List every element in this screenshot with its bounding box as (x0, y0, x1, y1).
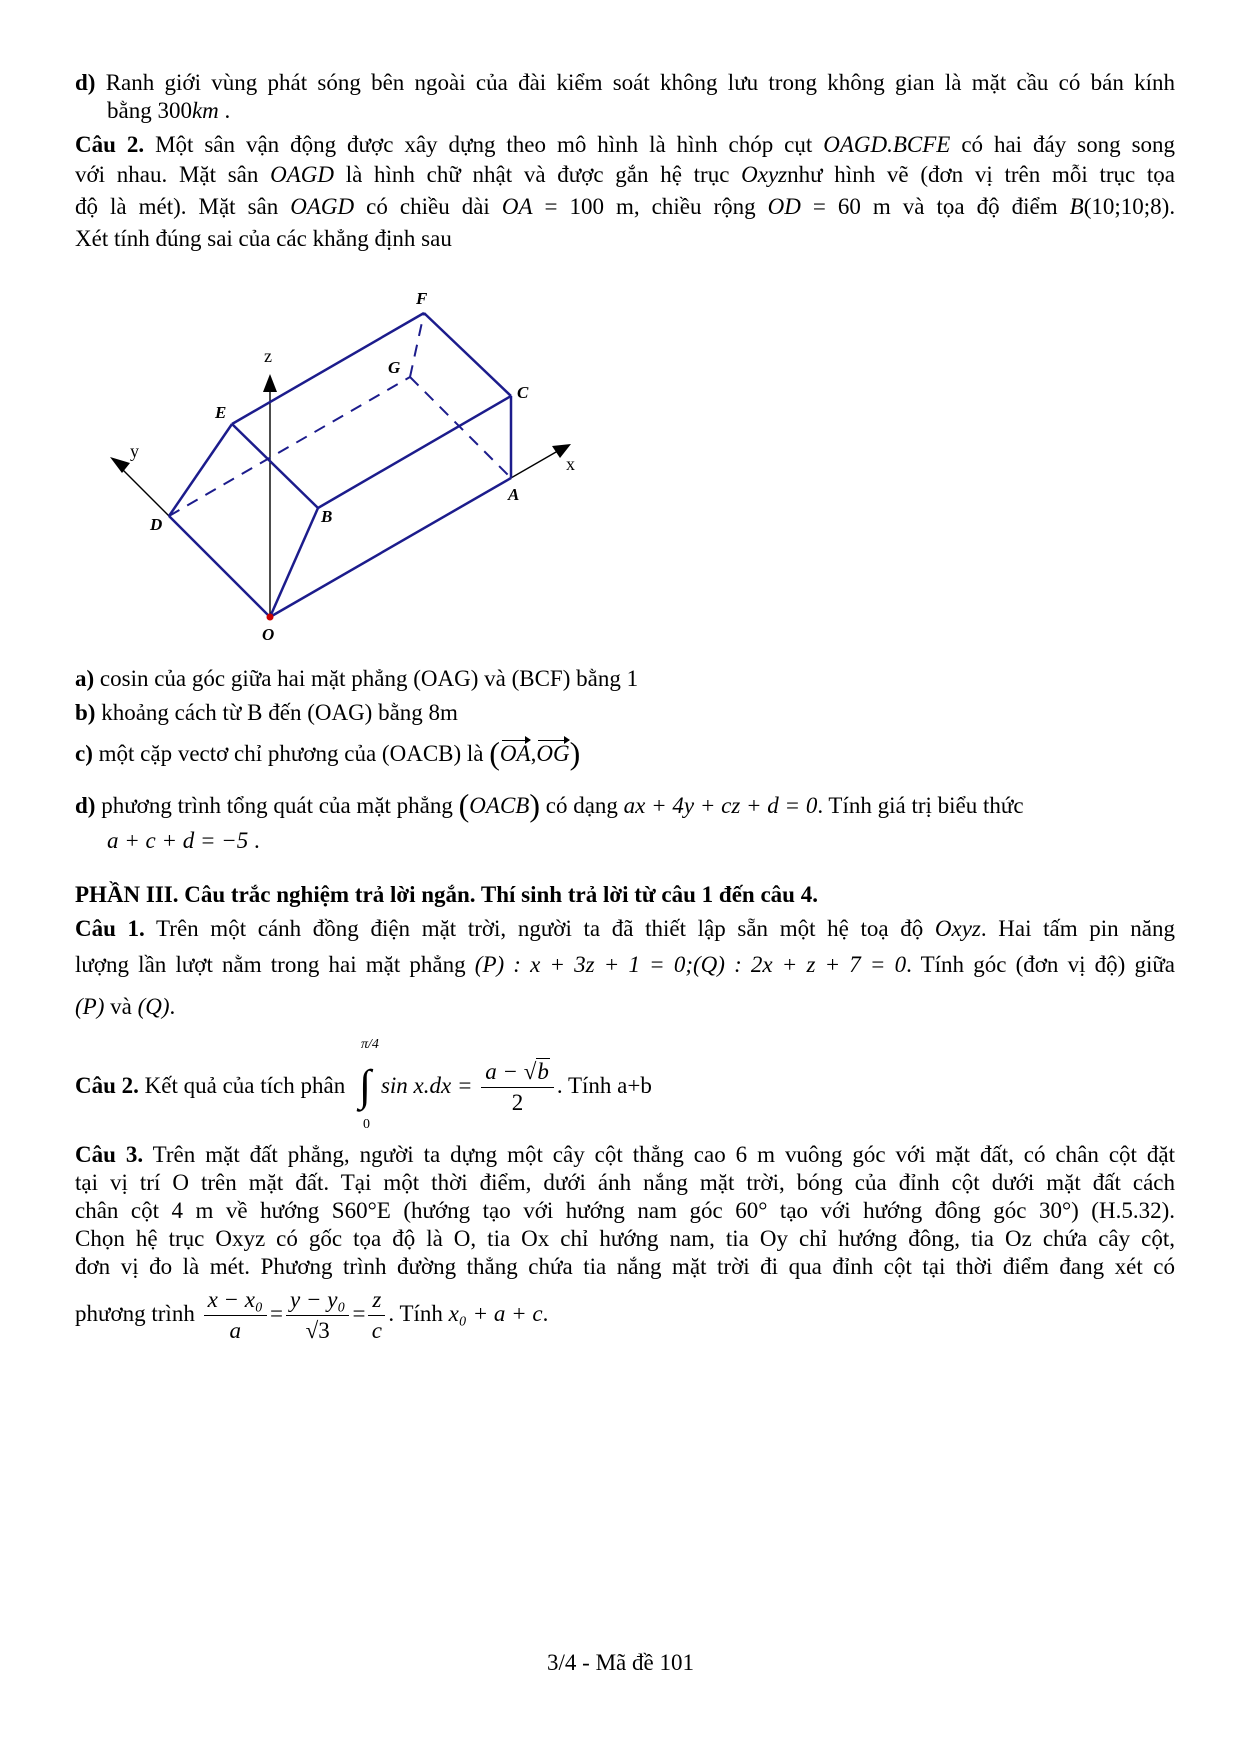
label-G: G (388, 358, 401, 377)
part3-cau3-line5: đơn vị đo là mét. Phương trình đường thẳng chứa tia nắng mặt trời đi qua đỉnh cột tại thời điểm đang xét có (75, 1254, 1175, 1279)
edge-GA-dashed (410, 377, 511, 478)
part3-cau1-line1: Câu 1. Trên một cánh đồng điện mặt trời, người ta đã thiết lập sẵn một hệ toạ độ Oxyz. Hai tấm pin năng (75, 916, 1176, 941)
cau2-line1: Câu 2. Một sân vận động được xây dựng theo mô hình là hình chóp cụt OAGD.BCFE có hai đáy song song (75, 132, 1176, 157)
label-A: A (508, 485, 520, 504)
statement-d-line2: a + c + d = −5 . (107, 828, 260, 853)
stadium-frustum-figure (100, 285, 620, 655)
statement-b: b) khoảng cách từ B đến (OAG) bằng 8m (75, 700, 458, 725)
cau2-line4: Xét tính đúng sai của các khẳng định sau (75, 226, 452, 251)
statement-d-line1: d) phương trình tổng quát của mặt phẳng (OACB) có dạng ax + 4y + cz + d = 0. Tính giá trị biểu thức (75, 787, 1024, 823)
part3-title: PHẦN III. Câu trắc nghiệm trả lời ngắn. Thí sinh trả lời từ câu 1 đến câu 4. (75, 882, 818, 907)
label-E: E (215, 403, 227, 422)
edge-OA (270, 478, 511, 617)
part3-cau2: Câu 2. Kết quả của tích phân π/4 ∫ 0 sin x.dx = $\frac{a - √b}{2}$ . Tính a+b (75, 1036, 652, 1132)
edge-DE (169, 424, 232, 516)
edge-OD (169, 516, 270, 617)
arrow-z-icon (263, 374, 277, 392)
label-B: B (321, 507, 333, 526)
edge-BC (318, 396, 511, 508)
prev-part-d-line1: d) Ranh giới vùng phát sóng bên ngoài của đài kiểm soát không lưu trong không gian là mặt cầu có bán kính (75, 70, 1175, 95)
prev-part-d-line2: bằng 300km . (107, 98, 231, 123)
edge-DG-dashed (169, 377, 410, 516)
line-eq-fraction-y: $\frac{\text{y − y₀}}{√3}$ (286, 1287, 349, 1344)
integral-result-fraction: $\frac{a - √b}{2}$ (481, 1059, 554, 1116)
vector-OA: OA (500, 739, 531, 769)
integral-sign: π/4 ∫ 0 (358, 1036, 379, 1132)
label-z: z (264, 346, 272, 366)
label-F: F (416, 289, 428, 308)
label-O: O (262, 625, 275, 644)
label-D: D (150, 515, 163, 534)
part3-cau1-line2: lượng lần lượt nằm trong hai mặt phẳng (P) : x + 3z + 1 = 0;(Q) : 2x + z + 7 = 0. Tính góc (đơn vị độ) giữa (75, 952, 1176, 977)
part3-cau1-line3: (P) và (Q). (75, 994, 176, 1019)
part3-cau3-line3: chân cột 4 m về hướng S60°E (hướng tạo với hướng nam góc 60° tạo với hướng đông góc 30°) (H.5.32). (75, 1198, 1175, 1223)
vector-OG: OG (536, 739, 569, 769)
edge-OB (270, 508, 318, 617)
origin-dot (267, 614, 274, 621)
edge-FC (424, 313, 511, 396)
line-eq-fraction-z: $\frac{z}{c}$ (368, 1287, 385, 1344)
label-C: C (517, 383, 529, 402)
page-footer: 3/4 - Mã đề 101 (547, 1650, 694, 1675)
part3-cau3-line6: phương trình $\frac{\text{x − x₀}}{a}$ = $\frac{\text{y − y₀}}{√3}$ = $\frac{z}{c}$ . Tính x₀ + a + c. (75, 1287, 549, 1344)
statement-a: a) cosin của góc giữa hai mặt phẳng (OAG) và (BCF) bằng 1 (75, 666, 639, 691)
statement-c: c) một cặp vectơ chỉ phương của (OACB) là (OA,OG) (75, 735, 581, 771)
part3-cau3-line1: Câu 3. Trên mặt đất phẳng, người ta dựng một cây cột thẳng cao 6 m vuông góc với mặt đất, có chân cột đặt (75, 1142, 1175, 1167)
line-eq-fraction-x: $\frac{\text{x − x₀}}{a}$ (204, 1287, 267, 1344)
label-y: y (130, 441, 139, 461)
label-x: x (566, 454, 575, 474)
part3-cau3-line4: Chọn hệ trục Oxyz có gốc tọa độ là O, tia Ox chỉ hướng nam, tia Oy chỉ hướng đông, tia Oz chứa cây cột, (75, 1226, 1175, 1251)
edge-GF-dashed (410, 313, 424, 377)
cau2-line3: độ là mét). Mặt sân OAGD có chiều dài OA = 100 m, chiều rộng OD = 60 m và tọa độ điểm B(10;10;8). (75, 194, 1176, 219)
cau2-line2: với nhau. Mặt sân OAGD là hình chữ nhật và được gắn hệ trục Oxyznhư hình vẽ (đơn vị trên mỗi trục tọa (75, 162, 1176, 187)
part3-cau3-line2: tại vị trí O trên mặt đất. Tại một thời điểm, dưới ánh nắng mặt trời, bóng của đỉnh cột dưới mặt đất cách (75, 1170, 1175, 1195)
arrow-y-icon (110, 457, 130, 473)
